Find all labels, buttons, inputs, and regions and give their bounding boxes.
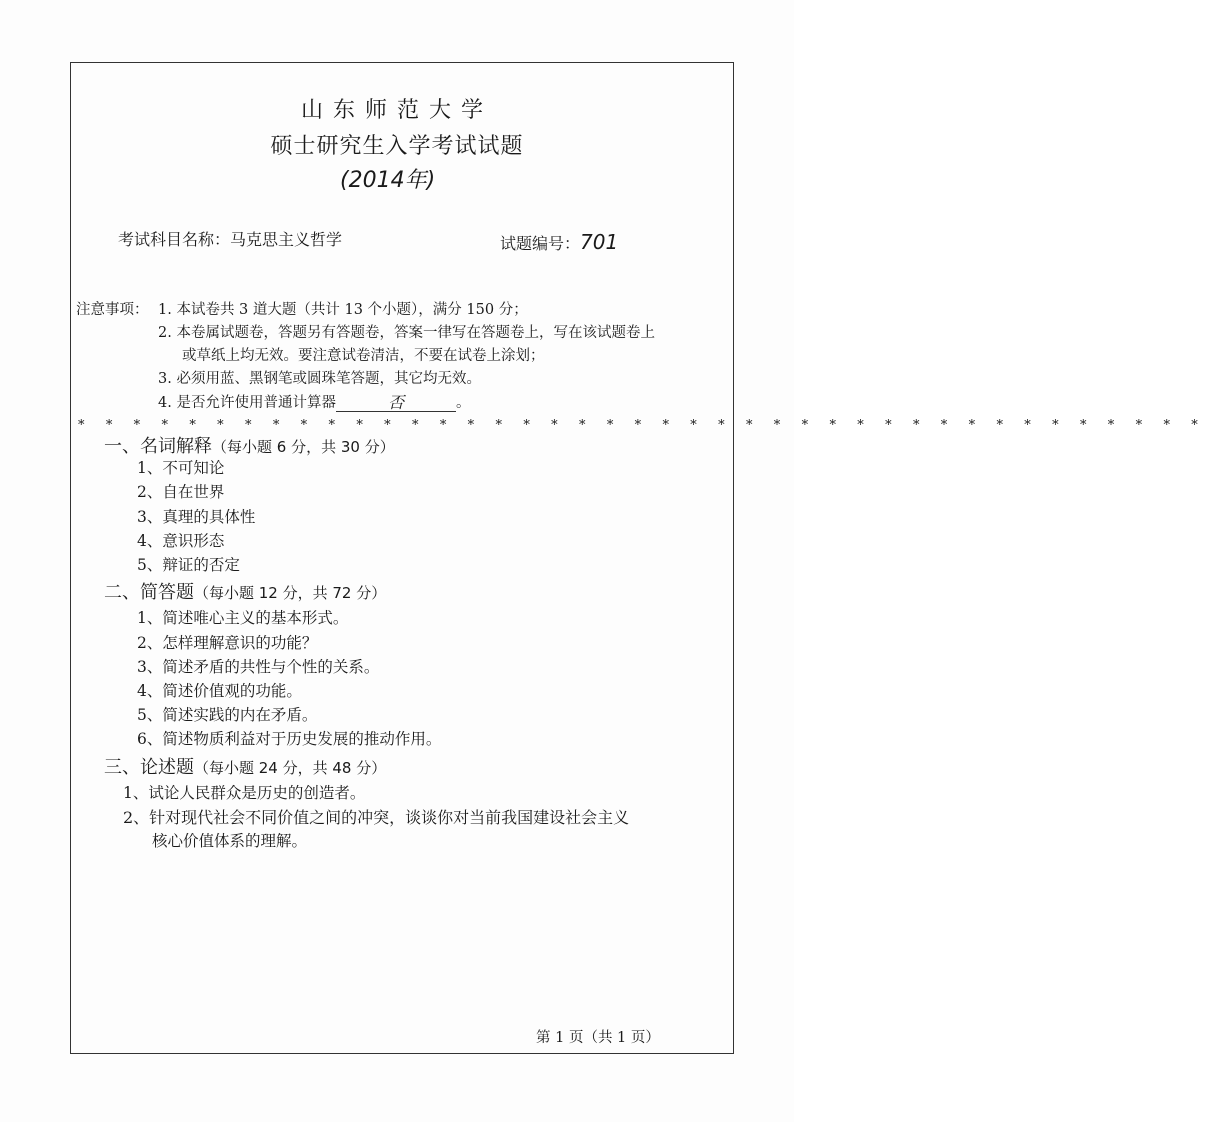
section-heading [104,436,395,458]
question-item: 2、自在世界 [137,483,225,501]
section-title: 一、名词解释 [104,436,212,457]
page-number: 第 1 页（共 1 页） [536,1030,660,1046]
exam-code-value: 701 [580,230,619,254]
question-item: 3、真理的具体性 [137,508,256,526]
note-item: 或草纸上均无效。要注意试卷清洁，不要在试卷上涂划； [182,348,545,364]
note-item: 1. 本试卷共 3 道大题（共计 13 个小题），满分 150 分； [158,302,528,318]
section-note: （每小题 6 分，共 30 分） [212,438,395,456]
section-heading [104,757,386,779]
notes-label: 注意事项： [76,302,149,318]
separator: * * * * * * * * * * * * * * * * * * * * * * * * * * * * * * * * * * * * * * * * * [78,418,1206,433]
section-note: （每小题 24 分，共 48 分） [194,759,387,777]
university-name: 山东师范大学 [300,98,493,123]
exam-code [500,230,618,254]
question-item: 2、针对现代社会不同价值之间的冲突，谈谈你对当前我国建设社会主义 [123,808,630,827]
exam-year-handwritten: (2014年) [340,168,436,193]
period: 。 [455,395,471,411]
question-item: 6、简述物质利益对于历史发展的推动作用。 [137,730,442,748]
note-item: 3. 必须用蓝、黑钢笔或圆珠笔答题，其它均无效。 [158,371,481,387]
calculator-answer: 否 [387,393,404,412]
section-note: （每小题 12 分，共 72 分） [194,584,387,602]
subject-name: 考试科目名称：马克思主义哲学 [118,230,343,249]
section-title: 三、论述题 [104,757,194,778]
calculator-answer-blank [336,395,456,412]
question-item: 1、不可知论 [137,459,225,477]
note-text: 4. 是否允许使用普通计算器 [158,395,336,411]
question-item: 5、辩证的否定 [137,556,240,574]
note-item: 2. 本卷属试题卷，答题另有答题卷，答案一律写在答题卷上，写在该试题卷上 [158,325,655,341]
note-item [158,394,470,412]
question-item: 5、简述实践的内在矛盾。 [137,706,318,724]
question-item: 2、怎样理解意识的功能？ [137,634,318,652]
question-item: 3、简述矛盾的共性与个性的关系。 [137,658,380,676]
question-item: 核心价值体系的理解。 [152,832,308,850]
question-item: 1、试论人民群众是历史的创造者。 [123,784,366,802]
section-heading [104,582,386,604]
question-item: 4、意识形态 [137,532,225,550]
exam-code-label: 试题编号： [500,234,581,253]
question-item: 1、简述唯心主义的基本形式。 [137,609,349,627]
exam-title: 硕士研究生入学考试试题 [270,134,524,159]
question-item: 4、简述价值观的功能。 [137,682,302,700]
section-title: 二、简答题 [104,582,194,603]
